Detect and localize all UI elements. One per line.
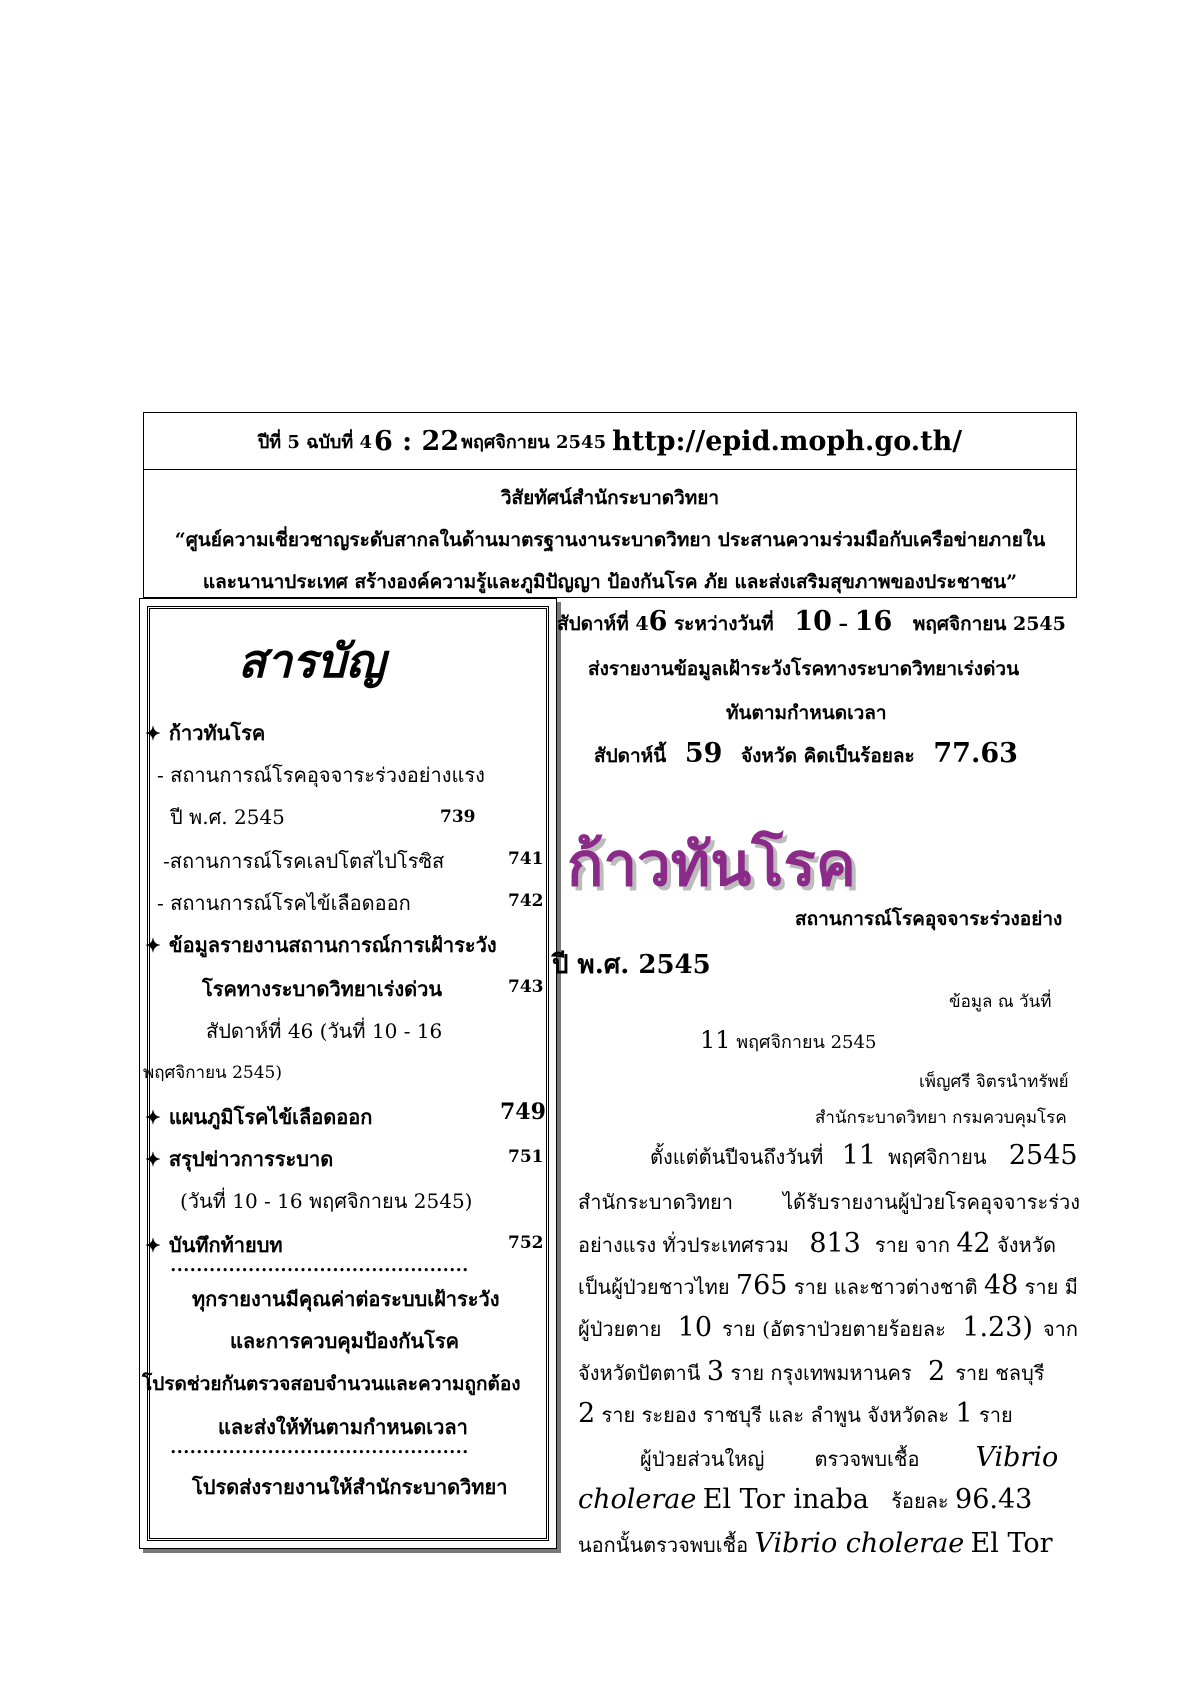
week-provinces-line: สัปดาห์นี้ 59 จังหวัด คิดเป็นร้อยละ 77.63	[594, 738, 1018, 769]
data-as-of-label: ข้อมูล ณ วันที่	[949, 992, 1052, 1012]
toc-page-number: 752	[508, 1233, 544, 1253]
toc-page-number: 742	[508, 891, 544, 911]
paragraph-line: สำนักระบาดวิทยา ได้รับรายงานผู้ป่วยโรคอุจจาระร่วง	[578, 1190, 1080, 1214]
toc-note: ทุกรายงานมีคุณค่าต่อระบบเฝ้าระวัง	[192, 1287, 500, 1311]
vision-text-line-2: และนานาประเทศ สร้างองค์ความรู้และภูมิปัญญา ป้องกันโรค ภัย และส่งเสริมสุขภาพของประชาชน”	[202, 571, 1018, 593]
toc-page-number: 741	[508, 849, 544, 869]
bulletin-header	[143, 412, 1077, 598]
vision-text-line-1: “ศูนย์ความเชี่ยวชาญระดับสากลในด้านมาตรฐานงานระบาดวิทยา ประสานความร่วมมือกับเครือข่ายภายใน	[174, 529, 1046, 551]
star-bullet-icon: ✦	[145, 723, 161, 745]
week-range-line: สัปดาห์ที่ 46 ระหว่างวันที่ 10 – 16 พฤศจิกายน 2545	[557, 606, 1066, 637]
toc-note: โปรดช่วยกันตรวจสอบจำนวนและความถูกต้อง	[142, 1373, 521, 1395]
vision-title: วิสัยทัศน์สำนักระบาดวิทยา	[500, 487, 720, 509]
author-organization: สำนักระบาดวิทยา กรมควบคุมโรค	[815, 1108, 1067, 1128]
toc-title: สารบัญ	[238, 634, 386, 688]
toc-page-number: 743	[508, 977, 544, 997]
paragraph-line: อย่างแรง ทั่วประเทศรวม 813 ราย จาก 42 จังหวัด	[578, 1228, 1056, 1259]
star-bullet-icon: ✦	[145, 1149, 161, 1171]
toc-item[interactable]: - สถานการณ์โรคไข้เลือดออก	[157, 891, 411, 915]
issue-date: พฤศจิกายน 2545	[461, 431, 607, 453]
toc-item[interactable]: โรคทางระบาดวิทยาเร่งด่วน	[202, 977, 443, 1001]
toc-page-number: 749	[500, 1099, 546, 1125]
paragraph-line: cholerae El Tor inaba ร้อยละ 96.43	[578, 1484, 1033, 1515]
toc-item[interactable]: ✦ สรุปข่าวการระบาด	[145, 1147, 334, 1171]
toc-item[interactable]: ✦ ก้าวทันโรค	[145, 721, 266, 745]
week-ontime-line: ทันตามกำหนดเวลา	[726, 702, 887, 724]
paragraph-line: 2 ราย ระยอง ราชบุรี และ ลำพูน จังหวัดละ 1 ราย	[578, 1398, 1013, 1429]
paragraph-line: จังหวัดปัตตานี 3 ราย กรุงเทพมหานคร 2 ราย ชลบุรี	[578, 1356, 1045, 1387]
star-bullet-icon: ✦	[145, 1235, 161, 1257]
paragraph-line: ผู้ป่วยส่วนใหญ่ ตรวจพบเชื้อ Vibrio	[640, 1442, 1059, 1473]
toc-page-number: 751	[508, 1147, 544, 1167]
paragraph-line: ผู้ป่วยตาย 10 ราย (อัตราป่วยตายร้อยละ 1.23) จาก	[578, 1312, 1078, 1343]
paragraph-line: นอกนั้นตรวจพบเชื้อ Vibrio cholerae El Tor	[578, 1528, 1053, 1559]
table-of-contents	[139, 598, 557, 1549]
toc-item[interactable]: - สถานการณ์โรคอุจจาระร่วงอย่างแรง	[157, 763, 485, 787]
section-heading: ก้าวทันโรค	[567, 830, 856, 900]
toc-item[interactable]: ✦ บันทึกท้ายบท	[145, 1233, 283, 1257]
star-bullet-icon: ✦	[145, 1107, 161, 1129]
toc-item[interactable]: (วันที่ 10 - 16 พฤศจิกายน 2545)	[180, 1189, 473, 1213]
toc-item[interactable]: สัปดาห์ที่ 46 (วันที่ 10 - 16	[206, 1019, 443, 1043]
star-bullet-icon: ✦	[145, 935, 161, 957]
article-title-year: ปี พ.ศ. 2545	[552, 950, 711, 980]
data-as-of-date: 11 พฤศจิกายน 2545	[700, 1026, 877, 1054]
toc-page-number: 739	[440, 807, 476, 827]
toc-item[interactable]: -สถานการณ์โรคเลปโตสไปโรซิส	[163, 849, 445, 873]
issue-number: 6 : 22	[374, 425, 460, 457]
website-link[interactable]: http://epid.moph.go.th/	[612, 425, 963, 457]
week-report-line: ส่งรายงานข้อมูลเฝ้าระวังโรคทางระบาดวิทยาเร่งด่วน	[588, 658, 1020, 680]
paragraph-line: ตั้งแต่ต้นปีจนถึงวันที่ 11 พฤศจิกายน 2545	[650, 1140, 1078, 1171]
toc-note: และส่งให้ทันตามกำหนดเวลา	[218, 1415, 468, 1439]
toc-note: โปรดส่งรายงานให้สำนักระบาดวิทยา	[192, 1475, 508, 1499]
author: เพ็ญศรี จิตรนำทรัพย์	[919, 1072, 1069, 1092]
paragraph-line: เป็นผู้ป่วยชาวไทย 765 ราย และชาวต่างชาติ 48 ราย มี	[578, 1270, 1078, 1301]
toc-item[interactable]: ✦ ข้อมูลรายงานสถานการณ์การเฝ้าระวัง	[145, 933, 497, 957]
toc-note: และการควบคุมป้องกันโรค	[230, 1329, 459, 1353]
dotted-divider: ••••••••••••••••••••••••••••••••••••••••••••••	[170, 1264, 469, 1277]
dotted-divider: ••••••••••••••••••••••••••••••••••••••••••••••	[170, 1446, 469, 1459]
article-title: สถานการณ์โรคอุจจาระร่วงอย่าง	[795, 908, 1063, 930]
issue-prefix: ปีที่ 5 ฉบับที่ 4	[257, 431, 372, 453]
toc-item[interactable]: พฤศจิกายน 2545)	[143, 1063, 282, 1083]
issue-line	[144, 413, 1076, 470]
toc-item[interactable]: ✦ แผนภูมิโรคไข้เลือดออก	[145, 1105, 373, 1129]
toc-item[interactable]: ปี พ.ศ. 2545	[170, 805, 285, 829]
